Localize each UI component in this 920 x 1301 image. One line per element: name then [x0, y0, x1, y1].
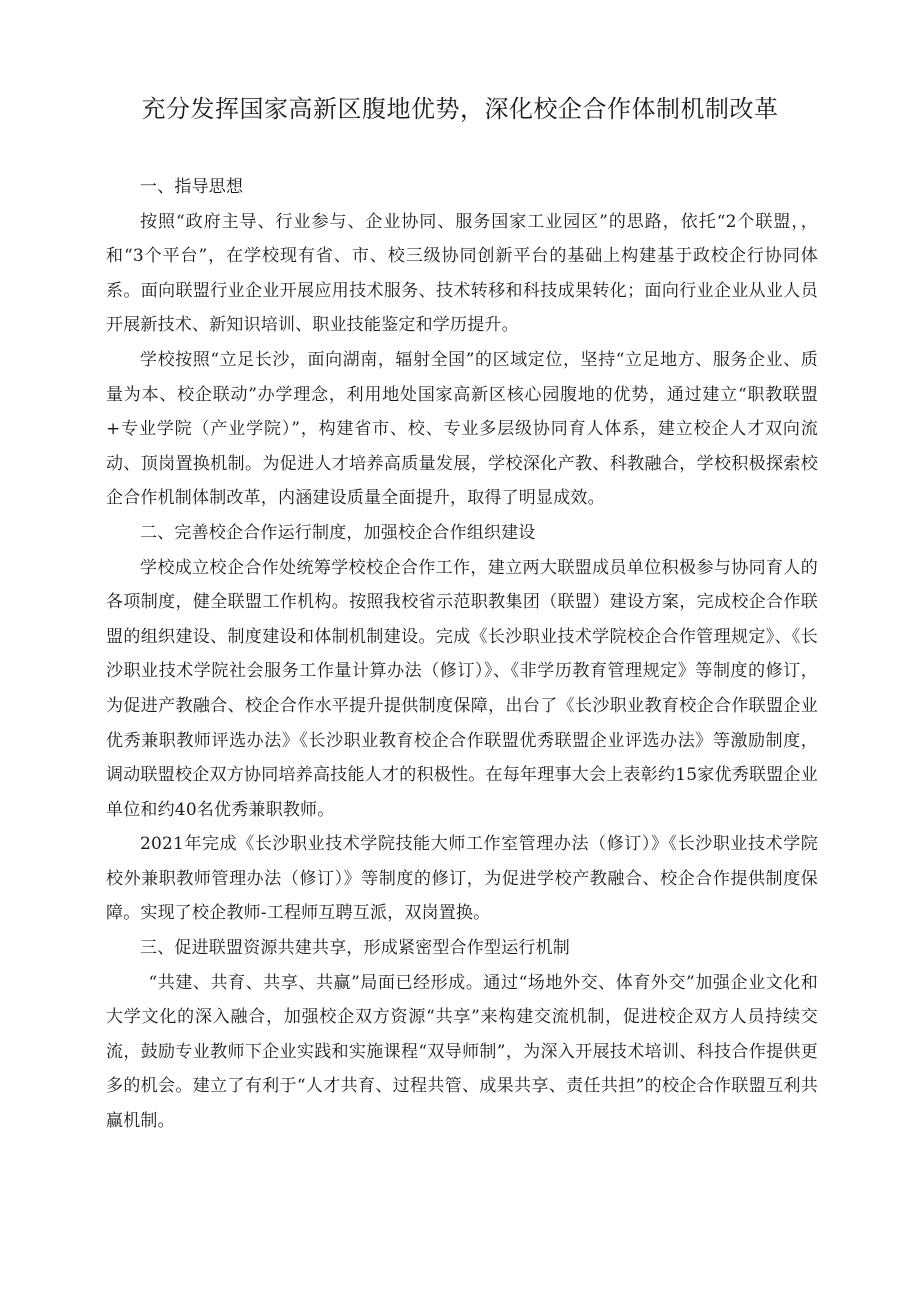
document-title: 充分发挥国家高新区腹地优势，深化校企合作体制机制改革 [141, 95, 779, 123]
paragraph: 按照“政府主导、行业参与、企业协同、服务国家工业园区”的思路，依托“2个联盟，，和“3个平台”，在学校现有省、市、校三级协同创新平台的基础上构建基于政校企行协同体系。面向联盟行业企业开展应用技术服务、技术转移和科技成果转化；面向行业企业从业人员开展新技术、新知识培训、职业技能鉴定和学历提升。 [106, 211, 818, 336]
paragraph: 2021年完成《长沙职业技术学院技能大师工作室管理办法（修订）》《长沙职业技术学院校外兼职教师管理办法（修订）》等制度的修订，为促进学校产教融合、校企合作提供制度保障。实现了校企教师-工程师互聘互派，双岗置换。 [106, 834, 818, 924]
section-heading-resource-sharing: 三、促进联盟资源共建共享，形成紧密型合作型运行机制 [140, 938, 570, 959]
document-body [106, 170, 818, 1139]
paragraph: “共建、共育、共享、共赢”局面已经形成。通过“场地外交、体育外交”加强企业文化和大学文化的深入融合，加强校企双方资源“共享”来构建交流机制，促进校企双方人员持续交流，鼓励专业教师下企业实践和实施课程“双导师制”，为深入开展技术培训、科技合作提供更多的机会。建立了有利于“人才共育、过程共管、成果共享、责任共担”的校企合作联盟互利共赢机制。 [106, 972, 818, 1132]
paragraph: 学校成立校企合作处统筹学校校企合作工作，建立两大联盟成员单位积极参与协同育人的各项制度，健全联盟工作机构。按照我校省示范职教集团（联盟）建设方案，完成校企合作联盟的组织建设、制度建设和体制机制建设。完成《长沙职业技术学院校企合作管理规定》、《长沙职业技术学院社会服务工作量计算办法（修订）》、《非学历教育管理规定》等制度的修订，为促进产教融合、校企合作水平提升提供制度保障，出台了《长沙职业教育校企合作联盟企业优秀兼职教师评选办法》《长沙职业教育校企合作联盟优秀联盟企业评选办法》等激励制度，调动联盟校企双方协同培养高技能人才的积极性。在每年理事大会上表彰约15家优秀联盟企业单位和约40名优秀兼职教师。 [106, 557, 818, 820]
section-heading-guiding-ideology: 一、指导思想 [140, 177, 244, 197]
paragraph: 学校按照“立足长沙，面向湖南，辐射全国”的区域定位，坚持“立足地方、服务企业、质量为本、校企联动”办学理念，利用地处国家高新区核心园腹地的优势，通过建立“职教联盟+专业学院（产业学院）”，构建省市、校、专业多层级协同育人体系，建立校企人才双向流动、顶岗置换机制。为促进人才培养高质量发展，学校深化产教、科教融合，学校积极探索校企合作机制体制改革，内涵建设质量全面提升，取得了明显成效。 [106, 349, 818, 509]
section-heading-operation-system: 二、完善校企合作运行制度，加强校企合作组织建设 [140, 522, 536, 543]
